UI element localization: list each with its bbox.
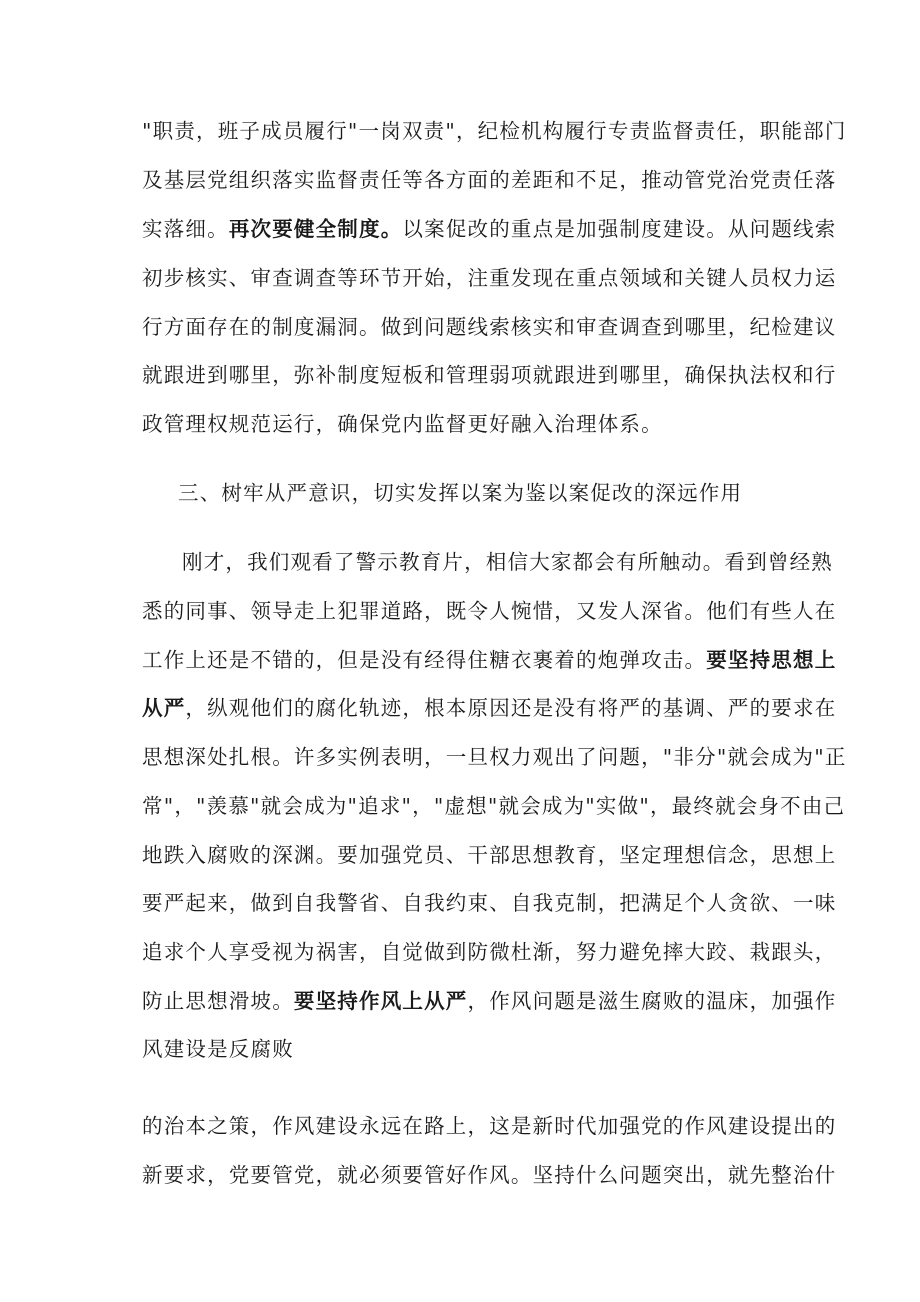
paragraph-line: 初步核实、审查调查等环节开始，注重发现在重点领域和关键人员权力运 <box>142 266 837 290</box>
paragraph-line: 刚才，我们观看了警示教育片，相信大家都会有所触动。看到曾经熟 <box>182 550 833 574</box>
text-run: 防止思想滑坡。 <box>142 989 294 1013</box>
paragraph-line: 就跟进到哪里，弥补制度短板和管理弱项就跟进到哪里，确保执法权和行 <box>142 363 837 387</box>
paragraph-line <box>142 644 836 676</box>
bold-phrase: 再次要健全制度。 <box>228 217 403 241</box>
paragraph-line <box>142 213 836 245</box>
paragraph-line: 追求个人享受视为祸害，自觉做到防微杜渐，努力避免摔大跤、栽跟头， <box>142 940 837 964</box>
paragraph-line <box>142 692 836 724</box>
text-run: 实落细。 <box>142 217 229 241</box>
text-run: 工作上还是不错的，但是没有经得住糖衣裹着的炮弹攻击。 <box>142 648 707 672</box>
bold-phrase: 要坚持作风上从严 <box>293 989 468 1013</box>
text-run: 以案促改的重点是加强制度建设。从问题线索 <box>402 217 837 241</box>
bold-phrase: 要坚持思想上 <box>706 648 837 672</box>
paragraph-line: 政管理权规范运行，确保党内监督更好融入治理体系。 <box>142 412 663 436</box>
paragraph-line: 新要求，党要管党，就必须要管好作风。坚持什么问题突出，就先整治什 <box>142 1163 837 1187</box>
paragraph-line: 及基层党组织落实监督责任等各方面的差距和不足，推动管党治党责任落 <box>142 168 837 192</box>
section-heading: 三、树牢从严意识，切实发挥以案为鉴以案促改的深远作用 <box>178 481 743 505</box>
paragraph-line: 思想深处扎根。许多实例表明，一旦权力观出了问题，"非分"就会成为"正 <box>142 745 847 769</box>
paragraph-line: 风建设是反腐败 <box>142 1037 294 1061</box>
paragraph-line: 要严起来，做到自我警省、自我约束、自我克制，把满足个人贪欲、一味 <box>142 891 837 915</box>
paragraph-line: 的治本之策，作风建设永远在路上，这是新时代加强党的作风建设提出的 <box>142 1114 837 1138</box>
paragraph-line: 悉的同事、领导走上犯罪道路，既令人惋惜，又发人深省。他们有些人在 <box>142 599 837 623</box>
text-run: ，作风问题是滋生腐败的温床，加强作 <box>467 989 837 1013</box>
paragraph-line <box>142 985 836 1017</box>
paragraph-line: 地跌入腐败的深渊。要加强党员、干部思想教育，坚定理想信念，思想上 <box>142 843 837 867</box>
paragraph-line: 常"，"羡慕"就会成为"追求"，"虚想"就会成为"实做"，最终就会身不由己 <box>142 794 846 818</box>
paragraph-line: "职责，班子成员履行"一岗双责"，纪检机构履行专责监督责任，职能部门 <box>142 119 847 143</box>
text-run: ，纵观他们的腐化轨迹，根本原因还是没有将严的基调、严的要求在 <box>185 696 837 720</box>
bold-phrase: 从严 <box>142 696 186 720</box>
paragraph-line: 行方面存在的制度漏洞。做到问题线索核实和审查调查到哪里，纪检建议 <box>142 315 837 339</box>
